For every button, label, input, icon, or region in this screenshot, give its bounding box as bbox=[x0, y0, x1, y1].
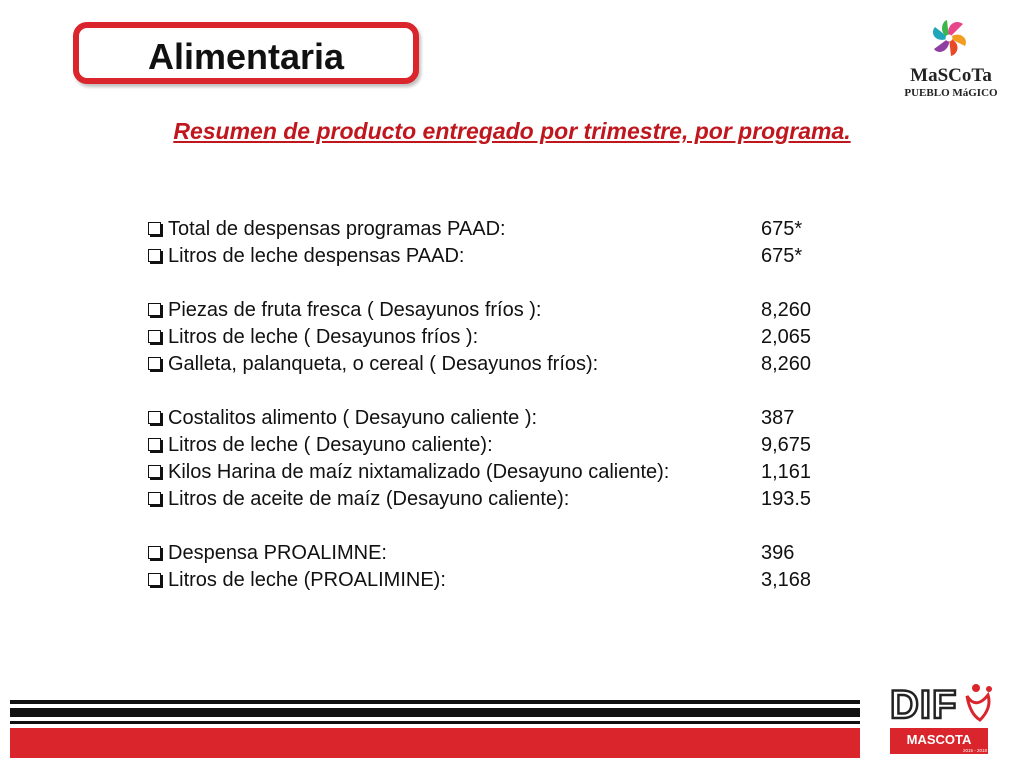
list-item: Litros de leche ( Desayuno caliente): 9,675 bbox=[148, 432, 868, 459]
logo-line-1: MaSCoTa bbox=[910, 65, 992, 86]
checkbox-bullet-icon bbox=[148, 357, 161, 370]
footer-divider bbox=[10, 721, 860, 724]
footer-red-bar bbox=[10, 728, 860, 758]
dif-logo-graphic bbox=[888, 680, 1008, 760]
checkbox-bullet-icon bbox=[148, 330, 161, 343]
list-item: Costalitos alimento ( Desayuno caliente ): 387 bbox=[148, 405, 868, 432]
list-item: Litros de leche despensas PAAD: 675* bbox=[148, 243, 868, 270]
list-item: Litros de leche ( Desayunos fríos ): 2,065 bbox=[148, 324, 868, 351]
spacer bbox=[148, 270, 868, 297]
items-list bbox=[148, 216, 868, 594]
checkbox-bullet-icon bbox=[148, 222, 161, 235]
list-item: Despensa PROALIMNE: 396 bbox=[148, 540, 868, 567]
dif-text: DIF bbox=[890, 683, 958, 727]
logo-line-2: PUEBLO MáGICO bbox=[904, 87, 998, 99]
slide-title: Alimentaria bbox=[148, 36, 345, 77]
checkbox-bullet-icon bbox=[148, 411, 161, 424]
spacer bbox=[148, 378, 868, 405]
list-item: Litros de aceite de maíz (Desayuno caliente): 193.5 bbox=[148, 486, 868, 513]
spacer bbox=[148, 513, 868, 540]
pinwheel-icon bbox=[896, 14, 1006, 104]
list-item: Piezas de fruta fresca ( Desayunos fríos ): 8,260 bbox=[148, 297, 868, 324]
checkbox-bullet-icon bbox=[148, 492, 161, 505]
dif-years-label: 2015 - 2018 bbox=[962, 748, 988, 753]
list-item: Kilos Harina de maíz nixtamalizado (Desayuno caliente): 1,161 bbox=[148, 459, 868, 486]
checkbox-bullet-icon bbox=[148, 303, 161, 316]
dif-logo bbox=[888, 680, 1008, 760]
checkbox-bullet-icon bbox=[148, 438, 161, 451]
footer-divider bbox=[10, 708, 860, 717]
list-item: Litros de leche (PROALIMINE): 3,168 bbox=[148, 567, 868, 594]
footer-divider bbox=[10, 700, 860, 704]
checkbox-bullet-icon bbox=[148, 465, 161, 478]
slide-subtitle: Resumen de producto entregado por trimestre, por programa. bbox=[173, 118, 851, 144]
checkbox-bullet-icon bbox=[148, 249, 161, 262]
dif-city-label: MASCOTA bbox=[906, 732, 972, 747]
list-item: Total de despensas programas PAAD: 675* bbox=[148, 216, 868, 243]
checkbox-bullet-icon bbox=[148, 573, 161, 586]
mascota-logo bbox=[896, 14, 1006, 104]
checkbox-bullet-icon bbox=[148, 546, 161, 559]
family-icon bbox=[967, 684, 992, 720]
list-item: Galleta, palanqueta, o cereal ( Desayunos fríos): 8,260 bbox=[148, 351, 868, 378]
